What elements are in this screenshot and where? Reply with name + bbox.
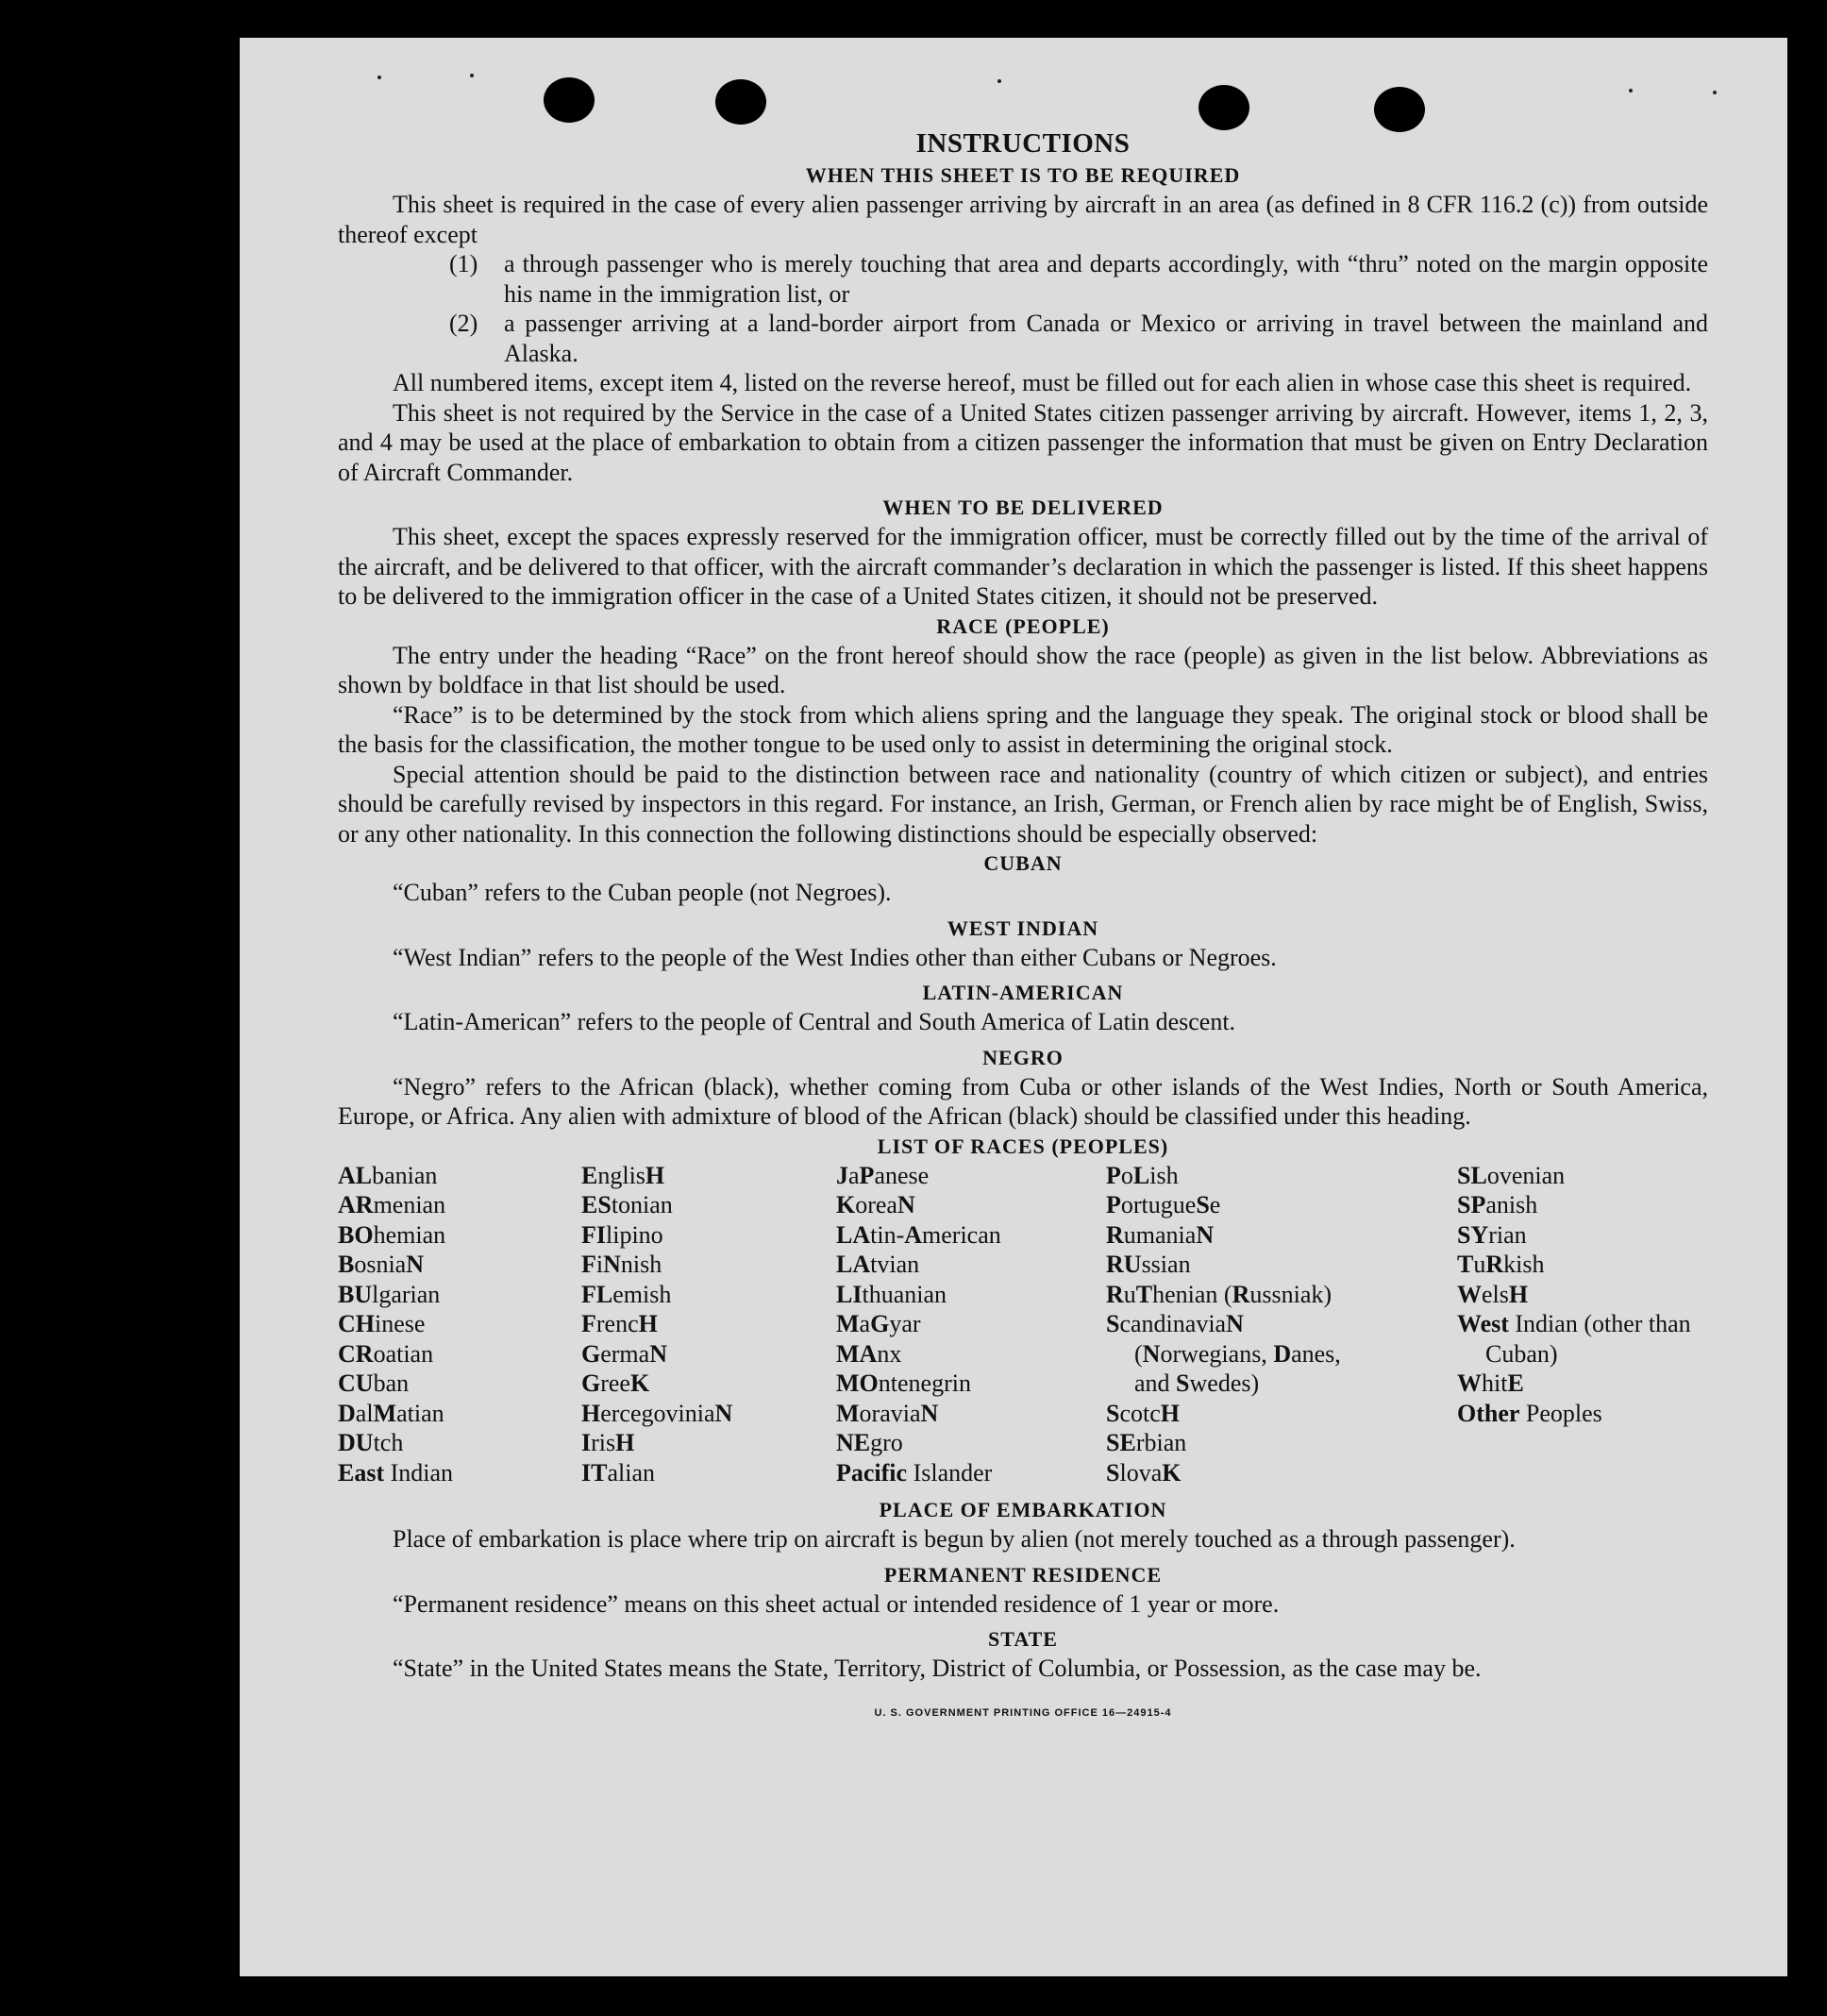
speck [470, 74, 474, 77]
punch-hole [1198, 85, 1249, 130]
paragraph: “West Indian” refers to the people of the West Indies other than either Cubans or Negroes. [393, 943, 1277, 971]
section-heading: WHEN TO BE DELIVERED [882, 496, 1164, 519]
race-entry: NEgro [836, 1429, 903, 1456]
race-entry: ARmenian [338, 1191, 446, 1218]
paragraph: “Negro” refers to the African (black), whether coming from Cuba or other islands of the West Indies, North or South America, Europe, or Africa. Any alien with admixture of blood of the African (black) should be classified under this heading. [338, 1072, 1708, 1130]
paragraph: “Cuban” refers to the Cuban people (not Negroes). [393, 879, 892, 906]
race-entry: FLemish [581, 1280, 672, 1308]
race-entry: SLovenian [1457, 1161, 1566, 1189]
document-sheet [240, 38, 1787, 1976]
punch-hole [715, 79, 766, 125]
race-entry: IrisH [581, 1429, 635, 1456]
item-text: a passenger arriving at a land-border airport from Canada or Mexico or arriving in travel between the mainland and Alaska. [504, 310, 1708, 367]
section-heading: NEGRO [982, 1045, 1064, 1069]
race-entry: West Indian (other than Cuban) [1457, 1310, 1691, 1368]
race-entry: PortugueSe [1106, 1191, 1221, 1218]
list-item [449, 249, 1708, 309]
race-entry: SErbian [1106, 1429, 1187, 1456]
race-column [1106, 1161, 1382, 1488]
race-entry: FrencH [581, 1310, 658, 1337]
race-entry: SlovaK [1106, 1458, 1182, 1487]
section-heading: STATE [988, 1627, 1058, 1651]
race-entry: CHinese [338, 1310, 426, 1337]
speck [997, 79, 1001, 83]
race-entry: DalMatian [338, 1399, 444, 1427]
race-entry: SPanish [1457, 1191, 1538, 1218]
race-entry: TuRkish [1457, 1251, 1545, 1278]
speck [1629, 89, 1633, 92]
race-entry: FiNnish [581, 1251, 662, 1278]
punch-hole [544, 77, 595, 123]
race-entry: MoraviaN [836, 1399, 939, 1427]
race-entry: BOhemian [338, 1220, 446, 1249]
race-column [1457, 1161, 1704, 1488]
instructions-content [338, 126, 1708, 1728]
race-entry: RuThenian (Russniak) [1106, 1280, 1333, 1308]
race-entry: ITalian [581, 1458, 655, 1487]
race-entry: MaGyar [836, 1310, 921, 1337]
paragraph: This sheet is required in the case of every alien passenger arriving by aircraft in an area (as defined in 8 CFR 116.2 (c)) from outside thereof except [338, 191, 1708, 248]
race-entry: LIthuanian [836, 1280, 947, 1308]
speck [377, 76, 381, 79]
race-column [338, 1161, 581, 1488]
race-entry: WhitE [1457, 1369, 1524, 1397]
punch-hole [1374, 87, 1425, 132]
list-item [449, 309, 1708, 368]
item-number: (2) [449, 310, 478, 337]
paragraph: This sheet is not required by the Service in the case of a United States citizen passenger arriving by aircraft. However, items 1, 2, 3, and 4 may be used at the place of embarkation to obtain from a citizen passenger the information that must be given on Entry Declaration of Aircraft Commander. [338, 398, 1708, 486]
race-entry: ScotcH [1106, 1399, 1181, 1427]
race-entry: DUtch [338, 1429, 404, 1456]
race-entry: RumaniaN [1106, 1220, 1215, 1249]
paragraph: “Permanent residence” means on this sheet actual or intended residence of 1 year or more. [393, 1589, 1280, 1618]
race-entry: LAtin-American [836, 1220, 1001, 1249]
race-entry: ScandinaviaN (Norwegians, Danes, and Swedes) [1106, 1310, 1341, 1397]
race-entry: LAtvian [836, 1251, 920, 1278]
race-entry: ALbanian [338, 1161, 438, 1189]
paragraph: This sheet, except the spaces expressly reserved for the immigration officer, must be correctly filled out by the time of the arrival of the aircraft, and be delivered to that officer, with the aircraft commander’s declaration in which the passenger is listed. If this sheet happens to be delivered to the immigration officer in the case of a United States citizen, it should not be preserved. [338, 523, 1708, 610]
section-heading: WEST INDIAN [947, 916, 1099, 940]
race-entry: MAnx [836, 1339, 902, 1368]
race-entry: SYrian [1457, 1220, 1527, 1249]
printer-imprint: U. S. GOVERNMENT PRINTING OFFICE 16—24915-4 [874, 1706, 1172, 1719]
paragraph: Place of embarkation is place where trip on aircraft is begun by alien (not merely touched as a through passenger). [393, 1525, 1516, 1553]
speck [1713, 91, 1717, 94]
section-heading: LIST OF RACES (PEOPLES) [877, 1134, 1169, 1158]
paragraph: The entry under the heading “Race” on the front hereof should show the race (people) as given in the list below. Abbreviations as shown by boldface in that list should be used. [338, 641, 1708, 698]
paragraph: Special attention should be paid to the distinction between race and nationality (country of which citizen or subject), and entries should be carefully revised by inspectors in this regard. For instance, an Irish, German, or French alien by race might be of English, Swiss, or any other nationality. In this connection the following distinctions should be especially observed: [338, 760, 1708, 848]
race-column [836, 1161, 1106, 1488]
race-entry: FIlipino [581, 1220, 663, 1249]
section-heading: LATIN-AMERICAN [922, 981, 1124, 1004]
item-number: (1) [449, 250, 478, 277]
race-list [338, 1161, 1708, 1488]
race-entry: EStonian [581, 1191, 673, 1218]
race-entry: BUlgarian [338, 1280, 441, 1308]
race-entry: CUban [338, 1369, 410, 1397]
race-entry: Other Peoples [1457, 1399, 1602, 1427]
race-entry: WelsH [1457, 1280, 1529, 1308]
race-entry: GermaN [581, 1339, 667, 1368]
race-entry: KoreaN [836, 1191, 915, 1218]
race-column [581, 1161, 836, 1488]
race-entry: HercegoviniaN [581, 1399, 733, 1427]
race-entry: Pacific Islander [836, 1458, 993, 1487]
section-heading: PLACE OF EMBARKATION [879, 1498, 1167, 1521]
paragraph: “Latin-American” refers to the people of Central and South America of Latin descent. [393, 1008, 1236, 1035]
race-entry: GreeK [581, 1369, 650, 1397]
section-heading: RACE (PEOPLE) [936, 613, 1110, 638]
section-heading: WHEN THIS SHEET IS TO BE REQUIRED [805, 163, 1241, 187]
paragraph: “Race” is to be determined by the stock from which aliens spring and the language they speak. The original stock or blood shall be the basis for the classification, the mother tongue to be used only to assist in determining the original stock. [338, 700, 1708, 758]
race-entry: PoLish [1106, 1161, 1179, 1189]
race-entry: BosniaN [338, 1251, 425, 1278]
paragraph: “State” in the United States means the State, Territory, District of Columbia, or Possession, as the case may be. [393, 1655, 1482, 1682]
race-entry: JaPanese [836, 1161, 930, 1189]
race-entry: RUssian [1106, 1251, 1191, 1278]
item-text: a through passenger who is merely touching that area and departs accordingly, with “thru” noted on the margin opposite his name in the immigration list, or [504, 250, 1708, 308]
page-title: INSTRUCTIONS [915, 128, 1131, 159]
section-heading: PERMANENT RESIDENCE [883, 1562, 1163, 1587]
race-entry: EnglisH [581, 1161, 665, 1189]
section-heading: CUBAN [983, 851, 1063, 875]
paragraph: All numbered items, except item 4, listed on the reverse hereof, must be filled out for each alien in whose case this sheet is required. [393, 369, 1692, 396]
race-entry: East Indian [338, 1458, 454, 1487]
race-entry: CRoatian [338, 1339, 434, 1368]
race-entry: MOntenegrin [836, 1369, 971, 1397]
